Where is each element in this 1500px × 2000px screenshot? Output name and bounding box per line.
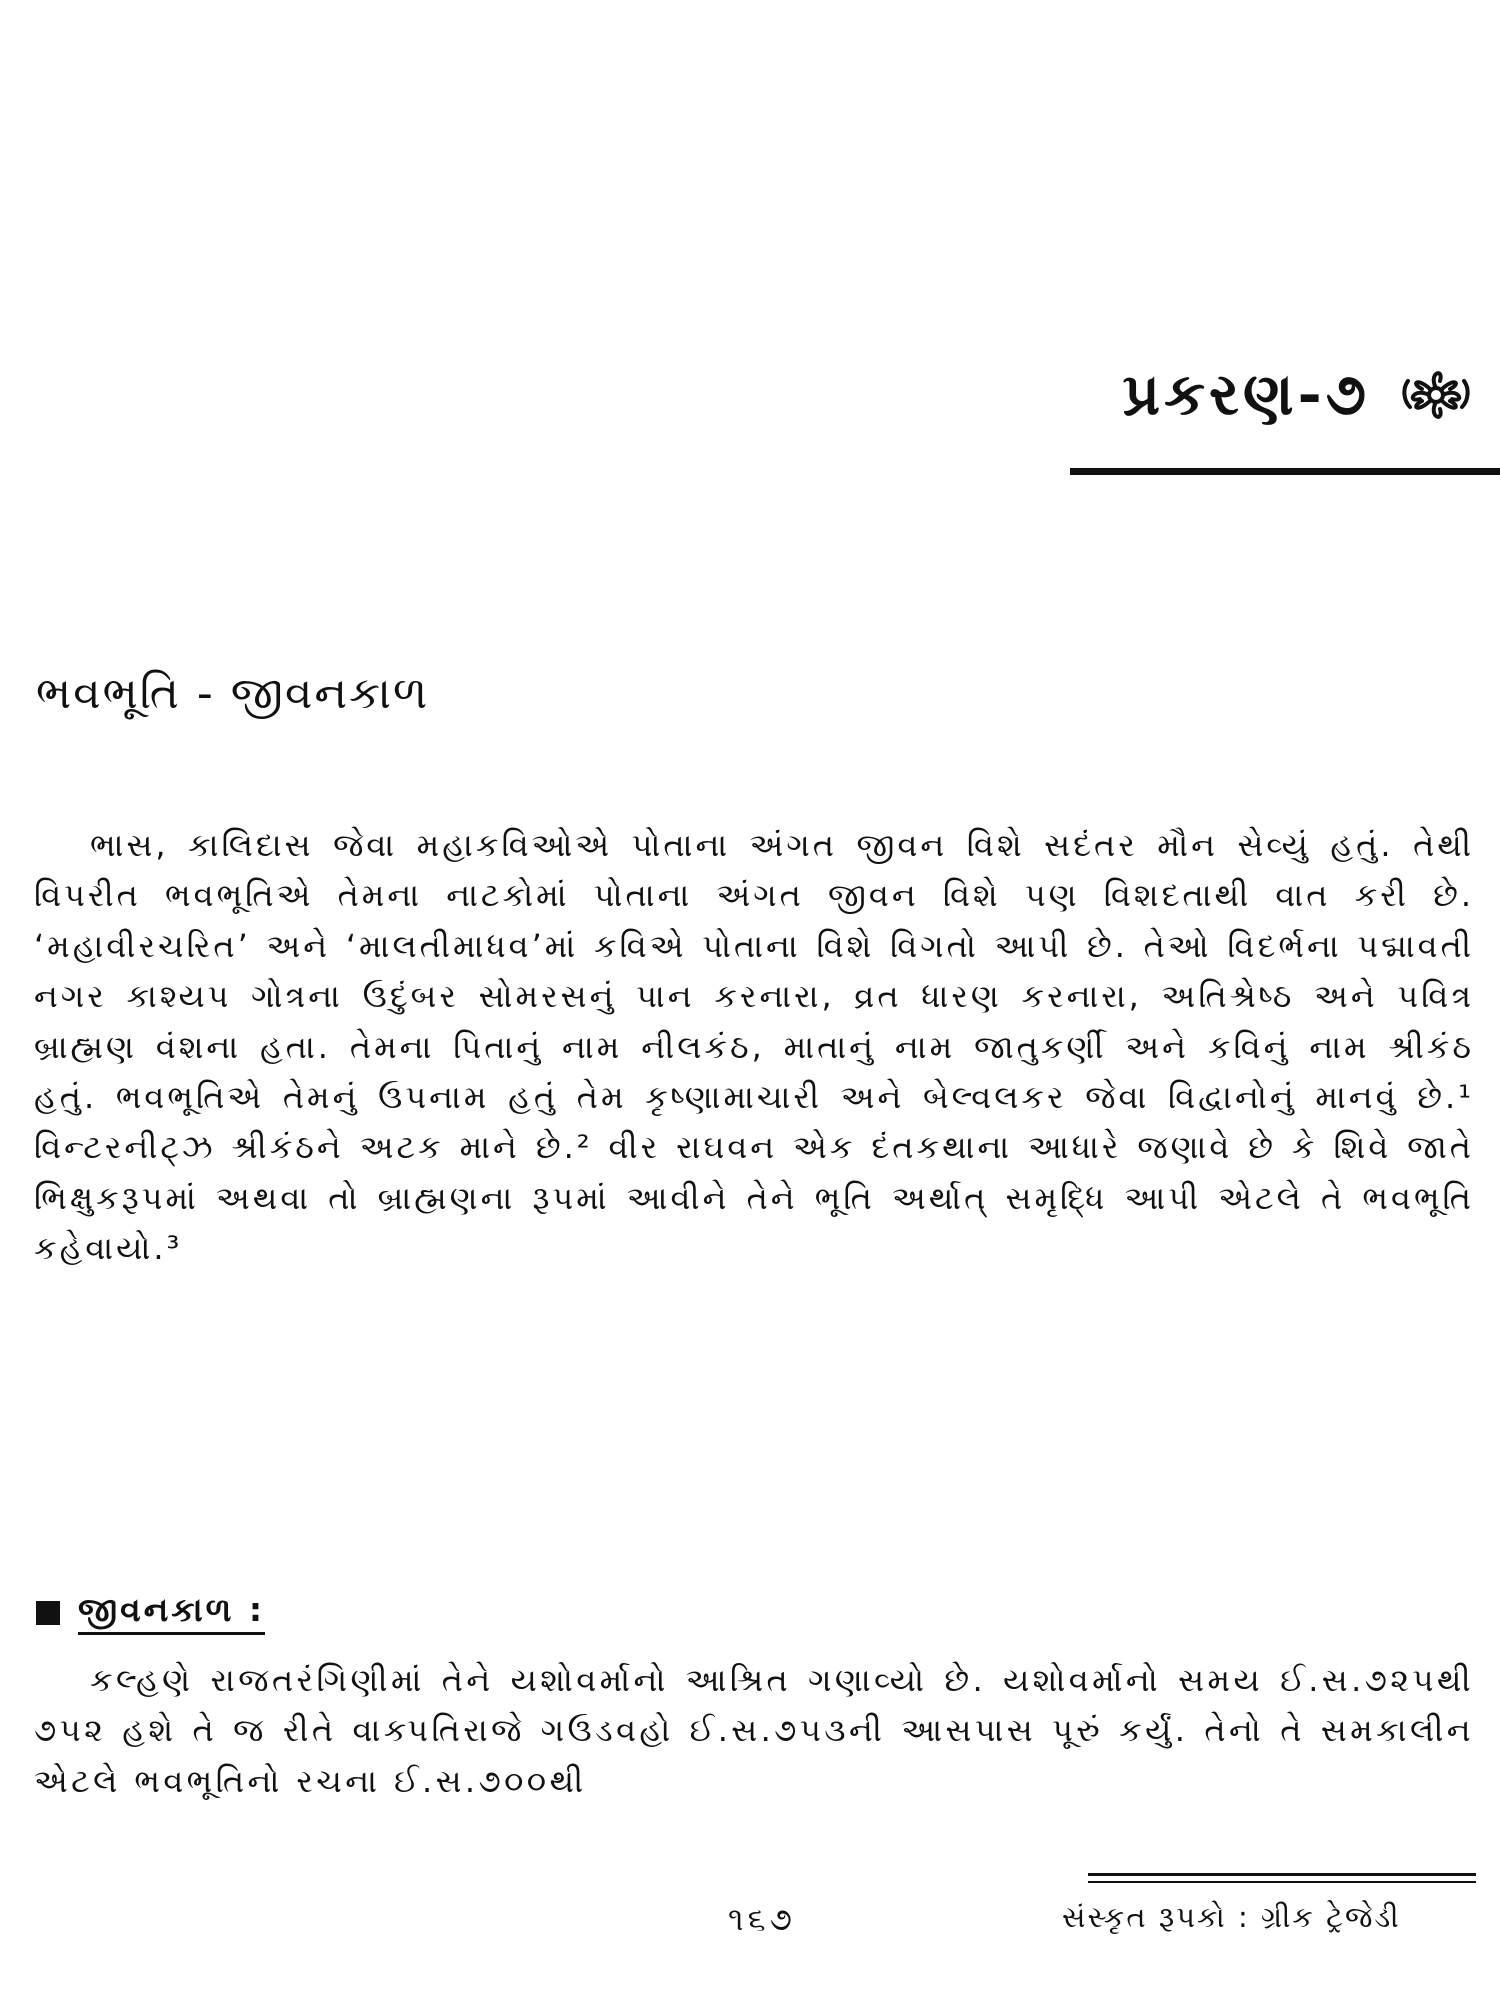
footer-rule <box>1088 1873 1476 1876</box>
chapter-heading <box>1122 360 1474 429</box>
square-bullet-icon <box>36 1601 60 1625</box>
paragraph-lifetime: કલ્હણે રાજતરંગિણીમાં તેને યશોવર્માનો આશ્રિત ગણાવ્યો છે. યશોવર્માનો સમય ઈ.સ.૭૨૫થી ૭૫૨ હશે તે જ રીતે વાક્પતિરાજે ગઉડવહો ઈ.સ.૭૫૩ની આસપાસ પૂરું કર્યું. તેનો તે સમકાલીન એટલે ભવભૂતિનો રચના ઈ.સ.૭૦૦થી <box>34 1661 1474 1800</box>
page-number: ૧૬૭ <box>728 1900 796 1938</box>
running-footer-title: સંસ્કૃત રૂપકો : ગ્રીક ટ્રેજેડી <box>1062 1900 1401 1934</box>
section-title: ભવભૂતિ - જીવનકાળ <box>36 668 430 719</box>
floral-ornament-icon <box>1398 361 1474 429</box>
chapter-divider <box>1070 468 1500 475</box>
chapter-title: પ્રકરણ-૭ <box>1122 360 1370 428</box>
subheading <box>36 1590 265 1635</box>
footer-rule-thin <box>1088 1881 1476 1883</box>
subheading-label: જીવનકાળ : <box>78 1590 265 1635</box>
paragraph-intro: ભાસ, કાલિદાસ જેવા મહાકવિઓએ પોતાના અંગત જીવન વિશે સદંતર મૌન સેવ્યું હતું. તેથી વિપરીત ભવભૂતિએ તેમના નાટકોમાં પોતાના અંગત જીવન વિશે પણ વિશદતાથી વાત કરી છે. ‘મહાવીરચરિત’ અને ‘માલતીમાધવ’માં કવિએ પોતાના વિશે વિગતો આપી છે. તેઓ વિદર્ભના પદ્માવતી નગર કાશ્યપ ગોત્રના ઉદુંબર સોમરસનું પાન કરનારા, વ્રત ધારણ કરનારા, અતિશ્રેષ્ઠ અને પવિત્ર બ્રાહ્મણ વંશના હતા. તેમના પિતાનું નામ નીલકંઠ, માતાનું નામ જાતુકર્ણી અને કવિનું નામ શ્રીકંઠ હતું. ભવભૂતિએ તેમનું ઉપનામ હતું તેમ કૃષ્ણામાચારી અને બેલ્વલકર જેવા વિદ્વાનોનું માનવું છે.¹ વિન્ટરનીટ્ઝ શ્રીકંઠને અટક માને છે.² વીર રાઘવન એક દંતકથાના આધારે જણાવે છે કે શિવે જાતે ભિક્ષુકરૂપમાં અથવા તો બ્રાહ્મણના રૂપમાં આવીને તેને ભૂતિ અર્થાત્ સમૃદ્ધિ આપી એટલે તે ભવભૂતિ કહેવાયો.³ <box>34 826 1474 1268</box>
